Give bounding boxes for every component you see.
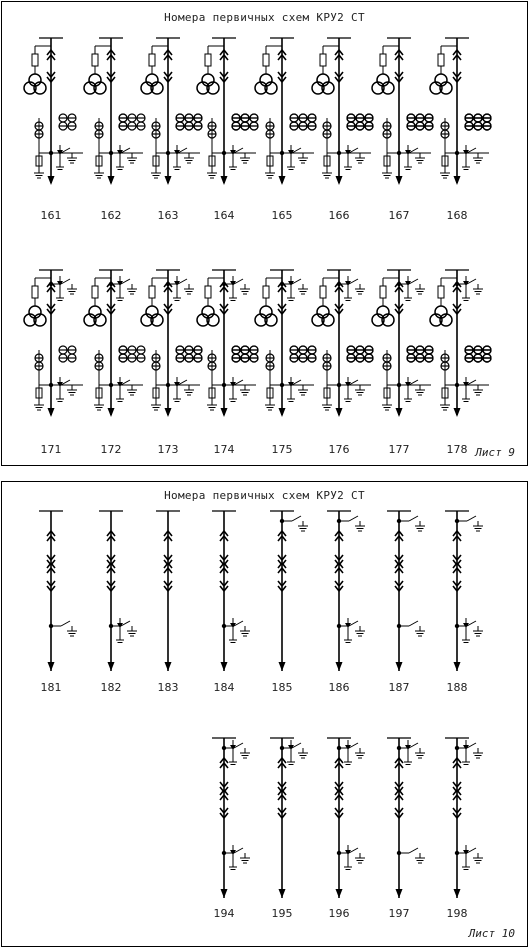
earthing-icon [151, 400, 161, 410]
current-transformer-icon [185, 346, 193, 362]
earthing-switch-icon [49, 276, 77, 301]
cable-end-arrow-icon [48, 662, 55, 671]
fuse-icon [438, 54, 444, 66]
voltage-transformer-icon [141, 74, 163, 94]
voltage-transformer-icon [255, 306, 277, 326]
scheme-number: 171 [40, 443, 62, 456]
earthing-switch-icon [222, 845, 250, 870]
current-transformer-icon [241, 346, 249, 362]
voltage-transformer-icon [430, 74, 452, 94]
earthing-icon [298, 521, 308, 531]
scheme-number: 172 [100, 443, 122, 456]
surge-arrester-icon [207, 153, 217, 178]
primary-scheme [312, 38, 373, 185]
primary-scheme [212, 738, 250, 898]
earthing-icon [240, 626, 250, 636]
earthing-switch-icon [49, 377, 77, 402]
earthing-switch-icon [337, 845, 365, 870]
current-transformer-icon [365, 346, 373, 362]
scheme-number: 188 [446, 681, 468, 694]
earthing-icon [415, 626, 425, 636]
current-transformer-icon [308, 114, 316, 130]
scheme-number: 163 [157, 209, 179, 222]
surge-arrester-icon [382, 385, 392, 410]
current-transformer-icon [347, 346, 355, 362]
current-transformer-icon [194, 114, 202, 130]
earthing-icon [151, 168, 161, 178]
earthing-switch-icon [49, 621, 77, 636]
fuse-icon [32, 54, 38, 66]
current-transformer-icon [128, 346, 136, 362]
earthing-switch-icon [337, 516, 365, 531]
scheme-number: 173 [157, 443, 179, 456]
earthing-icon [473, 626, 483, 636]
cable-end-arrow-icon [48, 408, 55, 417]
earthing-switch-icon [455, 276, 483, 301]
current-transformer-icon [465, 346, 473, 362]
voltage-transformer-icon [84, 306, 106, 326]
fuse-icon [380, 286, 386, 298]
cable-end-arrow-icon [454, 176, 461, 185]
primary-scheme [84, 270, 145, 417]
earthing-switch-icon [166, 145, 194, 170]
current-transformer-icon [290, 346, 298, 362]
cable-end-arrow-icon [396, 176, 403, 185]
earthing-switch-icon [166, 276, 194, 301]
fuse-icon [92, 54, 98, 66]
primary-scheme [387, 511, 425, 671]
earthing-switch-icon [337, 377, 365, 402]
current-transformer-icon [290, 114, 298, 130]
current-transformer-icon [137, 346, 145, 362]
primary-scheme [445, 738, 483, 898]
sheet-10-title: Номера первичных схем КРУ2 СТ [164, 489, 365, 502]
fuse-icon [320, 54, 326, 66]
scheme-number: 168 [446, 209, 468, 222]
fuse-icon [149, 54, 155, 66]
earthing-switch-icon [455, 618, 483, 643]
primary-scheme [212, 511, 250, 671]
earthing-switch-icon [455, 377, 483, 402]
cable-end-arrow-icon [454, 889, 461, 898]
fuse-icon [92, 286, 98, 298]
current-transformer-icon [407, 346, 415, 362]
earthing-icon [473, 153, 483, 163]
cable-end-arrow-icon [336, 662, 343, 671]
primary-scheme [372, 38, 433, 185]
earthing-icon [382, 400, 392, 410]
primary-scheme [39, 511, 77, 671]
primary-scheme [327, 511, 365, 671]
current-transformer-icon [416, 114, 424, 130]
cable-end-arrow-icon [396, 662, 403, 671]
earthing-switch-icon [109, 145, 137, 170]
cable-end-arrow-icon [454, 662, 461, 671]
earthing-icon [240, 748, 250, 758]
earthing-switch-icon [222, 145, 250, 170]
primary-scheme [141, 270, 202, 417]
scheme-number: 185 [271, 681, 293, 694]
primary-scheme [141, 38, 202, 185]
fuse-icon [205, 54, 211, 66]
earthing-switch-icon [49, 145, 77, 170]
cable-end-arrow-icon [165, 408, 172, 417]
earthing-switch-icon [397, 145, 425, 170]
fuse-icon [263, 286, 269, 298]
scheme-number: 166 [328, 209, 350, 222]
current-transformer-icon [356, 114, 364, 130]
scheme-number: 197 [388, 907, 410, 920]
earthing-switch-icon [109, 276, 137, 301]
earthing-icon [355, 748, 365, 758]
current-transformer-icon [425, 114, 433, 130]
scheme-number: 182 [100, 681, 122, 694]
sheet-9 [1, 1, 528, 466]
earthing-icon [355, 521, 365, 531]
switch-blade [409, 621, 418, 626]
earthing-switch-icon [397, 621, 425, 636]
earthing-icon [473, 521, 483, 531]
current-transformer-icon [119, 346, 127, 362]
current-transformer-icon [308, 346, 316, 362]
voltage-transformer-icon [141, 306, 163, 326]
current-transformer-icon [483, 114, 491, 130]
current-transformer-icon [137, 114, 145, 130]
current-transformer-icon [474, 114, 482, 130]
earthing-icon [240, 853, 250, 863]
earthing-icon [127, 284, 137, 294]
fuse-icon [320, 286, 326, 298]
current-transformer-icon [407, 114, 415, 130]
surge-arrester-icon [265, 153, 275, 178]
primary-scheme [197, 270, 258, 417]
earthing-icon [355, 626, 365, 636]
earthing-icon [415, 153, 425, 163]
current-transformer-icon [68, 114, 76, 130]
sheet-9-schemes [2, 2, 529, 467]
scheme-number: 178 [446, 443, 468, 456]
earthing-icon [240, 284, 250, 294]
surge-arrester-icon [94, 153, 104, 178]
cable-end-arrow-icon [165, 176, 172, 185]
scheme-number: 165 [271, 209, 293, 222]
primary-scheme [197, 38, 258, 185]
earthing-switch-icon [222, 377, 250, 402]
primary-scheme [156, 511, 180, 671]
primary-scheme [99, 511, 137, 671]
earthing-icon [127, 385, 137, 395]
earthing-switch-icon [222, 618, 250, 643]
current-transformer-icon [250, 346, 258, 362]
current-transformer-icon [483, 346, 491, 362]
current-transformer-icon [194, 346, 202, 362]
earthing-switch-icon [455, 845, 483, 870]
earthing-icon [473, 853, 483, 863]
surge-arrester-icon [322, 385, 332, 410]
voltage-transformer-icon [197, 306, 219, 326]
current-transformer-icon [232, 346, 240, 362]
fuse-icon [438, 286, 444, 298]
voltage-transformer-icon [255, 74, 277, 94]
current-transformer-icon [59, 346, 67, 362]
surge-arrester-icon [322, 153, 332, 178]
earthing-icon [415, 853, 425, 863]
scheme-number: 198 [446, 907, 468, 920]
current-transformer-icon [250, 114, 258, 130]
surge-arrester-icon [440, 385, 450, 410]
surge-arrester-icon [94, 385, 104, 410]
surge-arrester-icon [265, 385, 275, 410]
sheet-10-number: Лист 10 [468, 927, 515, 940]
current-transformer-icon [119, 114, 127, 130]
sheet-9-number: Лист 9 [475, 446, 515, 459]
scheme-number: 183 [157, 681, 179, 694]
current-transformer-icon [128, 114, 136, 130]
earthing-icon [207, 400, 217, 410]
voltage-transformer-icon [24, 306, 46, 326]
sheet-10 [1, 481, 528, 947]
cable-end-arrow-icon [165, 662, 172, 671]
earthing-icon [355, 153, 365, 163]
cable-end-arrow-icon [396, 889, 403, 898]
cable-end-arrow-icon [108, 176, 115, 185]
earthing-icon [298, 153, 308, 163]
earthing-icon [298, 385, 308, 395]
earthing-icon [473, 284, 483, 294]
current-transformer-icon [59, 114, 67, 130]
earthing-switch-icon [109, 377, 137, 402]
earthing-icon [473, 748, 483, 758]
earthing-icon [127, 626, 137, 636]
earthing-switch-icon [280, 145, 308, 170]
switch-blade [409, 516, 418, 521]
earthing-icon [184, 284, 194, 294]
fuse-icon [149, 286, 155, 298]
fuse-icon [263, 54, 269, 66]
earthing-icon [382, 168, 392, 178]
earthing-icon [440, 400, 450, 410]
cable-end-arrow-icon [336, 408, 343, 417]
earthing-switch-icon [166, 377, 194, 402]
earthing-icon [473, 385, 483, 395]
current-transformer-icon [425, 346, 433, 362]
earthing-icon [184, 153, 194, 163]
earthing-icon [67, 284, 77, 294]
cable-end-arrow-icon [279, 889, 286, 898]
cable-end-arrow-icon [279, 662, 286, 671]
earthing-icon [94, 168, 104, 178]
voltage-transformer-icon [430, 306, 452, 326]
switch-blade [349, 516, 358, 521]
sheet-10-schemes [2, 482, 529, 948]
earthing-icon [322, 168, 332, 178]
earthing-icon [240, 385, 250, 395]
sheet-9-title: Номера первичных схем КРУ2 СТ [164, 11, 365, 24]
earthing-switch-icon [280, 276, 308, 301]
cable-end-arrow-icon [336, 176, 343, 185]
earthing-switch-icon [397, 516, 425, 531]
cable-end-arrow-icon [221, 889, 228, 898]
current-transformer-icon [176, 114, 184, 130]
current-transformer-icon [356, 346, 364, 362]
earthing-icon [355, 853, 365, 863]
earthing-switch-icon [397, 848, 425, 863]
primary-scheme [312, 270, 373, 417]
primary-scheme [255, 270, 316, 417]
cable-end-arrow-icon [221, 176, 228, 185]
primary-scheme [84, 38, 145, 185]
cable-end-arrow-icon [221, 408, 228, 417]
primary-scheme [255, 38, 316, 185]
surge-arrester-icon [207, 385, 217, 410]
earthing-switch-icon [337, 276, 365, 301]
current-transformer-icon [465, 114, 473, 130]
scheme-number: 162 [100, 209, 122, 222]
earthing-switch-icon [337, 618, 365, 643]
voltage-transformer-icon [312, 74, 334, 94]
earthing-icon [415, 748, 425, 758]
scheme-number: 181 [40, 681, 62, 694]
scheme-number: 184 [213, 681, 235, 694]
fuse-icon [380, 54, 386, 66]
cable-end-arrow-icon [221, 662, 228, 671]
earthing-switch-icon [280, 377, 308, 402]
voltage-transformer-icon [197, 74, 219, 94]
scheme-number: 167 [388, 209, 410, 222]
current-transformer-icon [232, 114, 240, 130]
scheme-number: 194 [213, 907, 235, 920]
switch-blade [61, 621, 70, 626]
earthing-icon [415, 521, 425, 531]
earthing-icon [127, 153, 137, 163]
current-transformer-icon [365, 114, 373, 130]
earthing-switch-icon [337, 145, 365, 170]
scheme-number: 177 [388, 443, 410, 456]
primary-scheme [387, 738, 425, 898]
earthing-icon [240, 153, 250, 163]
surge-arrester-icon [34, 385, 44, 410]
scheme-number: 195 [271, 907, 293, 920]
switch-blade [409, 848, 418, 853]
fuse-icon [32, 286, 38, 298]
scheme-number: 186 [328, 681, 350, 694]
cable-end-arrow-icon [336, 889, 343, 898]
scheme-number: 187 [388, 681, 410, 694]
earthing-icon [67, 626, 77, 636]
earthing-switch-icon [397, 276, 425, 301]
current-transformer-icon [185, 114, 193, 130]
earthing-switch-icon [109, 618, 137, 643]
current-transformer-icon [241, 114, 249, 130]
cable-end-arrow-icon [396, 408, 403, 417]
surge-arrester-icon [151, 153, 161, 178]
scheme-number: 175 [271, 443, 293, 456]
cable-end-arrow-icon [279, 408, 286, 417]
earthing-icon [415, 284, 425, 294]
earthing-switch-icon [280, 516, 308, 531]
scheme-number: 174 [213, 443, 235, 456]
current-transformer-icon [299, 346, 307, 362]
scheme-number: 196 [328, 907, 350, 920]
primary-scheme [24, 270, 83, 417]
current-transformer-icon [474, 346, 482, 362]
scheme-number: 161 [40, 209, 62, 222]
fuse-icon [205, 286, 211, 298]
switch-blade [292, 516, 301, 521]
cable-end-arrow-icon [454, 408, 461, 417]
earthing-icon [94, 400, 104, 410]
current-transformer-icon [416, 346, 424, 362]
cable-end-arrow-icon [48, 176, 55, 185]
earthing-icon [67, 385, 77, 395]
surge-arrester-icon [382, 153, 392, 178]
cable-end-arrow-icon [279, 176, 286, 185]
earthing-switch-icon [397, 377, 425, 402]
scheme-number: 176 [328, 443, 350, 456]
primary-scheme [270, 738, 308, 898]
earthing-icon [184, 385, 194, 395]
earthing-icon [298, 748, 308, 758]
earthing-icon [355, 385, 365, 395]
current-transformer-icon [68, 346, 76, 362]
earthing-icon [440, 168, 450, 178]
surge-arrester-icon [34, 153, 44, 178]
voltage-transformer-icon [84, 74, 106, 94]
surge-arrester-icon [151, 385, 161, 410]
earthing-switch-icon [455, 516, 483, 531]
earthing-icon [207, 168, 217, 178]
cable-end-arrow-icon [108, 662, 115, 671]
earthing-switch-icon [455, 145, 483, 170]
voltage-transformer-icon [372, 306, 394, 326]
earthing-icon [34, 400, 44, 410]
earthing-icon [355, 284, 365, 294]
current-transformer-icon [347, 114, 355, 130]
voltage-transformer-icon [24, 74, 46, 94]
earthing-icon [265, 400, 275, 410]
primary-scheme [430, 38, 491, 185]
earthing-icon [34, 168, 44, 178]
earthing-switch-icon [222, 276, 250, 301]
voltage-transformer-icon [372, 74, 394, 94]
primary-scheme [327, 738, 365, 898]
earthing-icon [298, 284, 308, 294]
switch-blade [467, 516, 476, 521]
primary-scheme [445, 511, 483, 671]
current-transformer-icon [299, 114, 307, 130]
cable-end-arrow-icon [108, 408, 115, 417]
primary-scheme [430, 270, 491, 417]
earthing-icon [415, 385, 425, 395]
primary-scheme [372, 270, 433, 417]
earthing-icon [265, 168, 275, 178]
earthing-icon [67, 153, 77, 163]
current-transformer-icon [176, 346, 184, 362]
earthing-icon [322, 400, 332, 410]
primary-scheme [24, 38, 83, 185]
scheme-number: 164 [213, 209, 235, 222]
voltage-transformer-icon [312, 306, 334, 326]
primary-scheme [270, 511, 308, 671]
surge-arrester-icon [440, 153, 450, 178]
